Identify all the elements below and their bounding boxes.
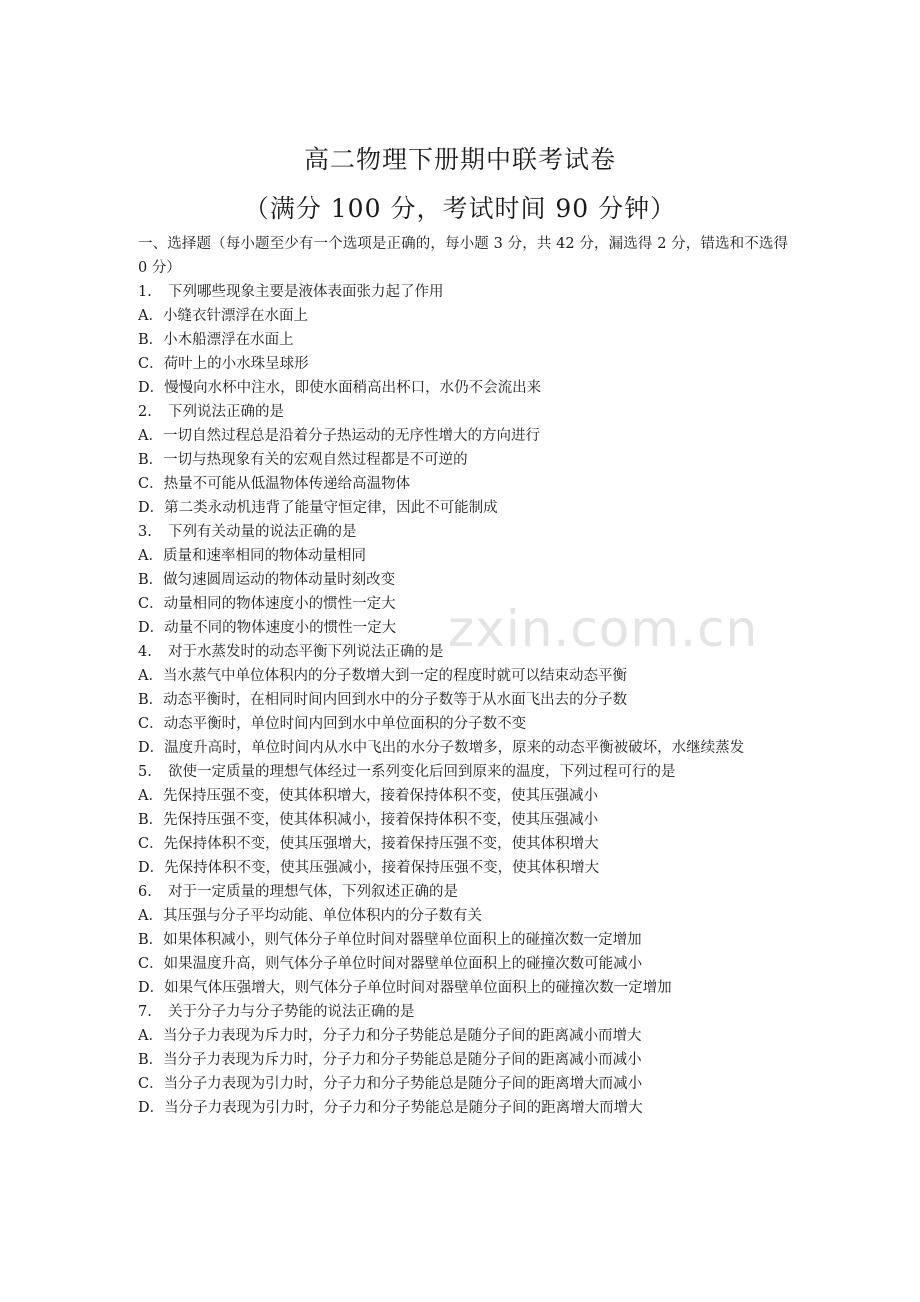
- page-title: 高二物理下册期中联考试卷: [303, 145, 616, 174]
- option-b: B．动态平衡时，在相同时间内回到水中的分子数等于从水面飞出去的分子数: [138, 692, 628, 708]
- question-number: 3.: [138, 524, 152, 540]
- option-a: A．质量和速率相同的物体动量相同: [138, 548, 366, 564]
- question-3: [138, 520, 788, 640]
- option-d: D．第二类永动机违背了能量守恒定律，因此不可能制成: [138, 500, 498, 516]
- question-number: 5.: [138, 764, 152, 780]
- watermark: zxin.com.cn: [448, 600, 759, 658]
- option-b: B．先保持压强不变，使其体积减小，接着保持体积不变，使其压强减小: [138, 812, 599, 828]
- section-heading: 一、选择题（每小题至少有一个选项是正确的，每小题 3 分，共 42 分，漏选得 2 分，错选和不选得 0 分）: [138, 236, 788, 276]
- question-number: 4.: [138, 644, 152, 660]
- question-stem: [138, 1000, 788, 1024]
- question-text: 下列说法正确的是: [168, 404, 284, 420]
- question-number: 1.: [138, 284, 152, 300]
- question-number: 7.: [138, 1004, 152, 1020]
- option-d: D．先保持体积不变，使其压强减小，接着保持压强不变，使其体积增大: [138, 860, 600, 876]
- exam-content: [138, 232, 788, 1120]
- option-c: C．热量不可能从低温物体传递给高温物体: [138, 476, 411, 492]
- question-stem: [138, 520, 788, 544]
- option-c: C．动态平衡时，单位时间内回到水中单位面积的分子数不变: [138, 716, 527, 732]
- page-subtitle: （满分 100 分，考试时间 90 分钟）: [243, 194, 677, 223]
- option-c: C．如果温度升高，则气体分子单位时间对器壁单位面积上的碰撞次数可能减小: [138, 956, 643, 972]
- question-stem: [138, 760, 788, 784]
- option-a: A．一切自然过程总是沿着分子热运动的无序性增大的方向进行: [138, 428, 540, 444]
- option-d: D．温度升高时，单位时间内从水中飞出的水分子数增多，原来的动态平衡被破坏，水继续蒸发: [138, 740, 745, 756]
- question-stem: [138, 280, 788, 304]
- option-a: A．当水蒸气中单位体积内的分子数增大到一定的程度时就可以结束动态平衡: [138, 668, 627, 684]
- question-stem: [138, 400, 788, 424]
- option-c: C．先保持体积不变，使其压强增大，接着保持压强不变，使其体积增大: [138, 836, 599, 852]
- option-a: A．其压强与分子平均动能、单位体积内的分子数有关: [138, 908, 482, 924]
- question-text: 欲使一定质量的理想气体经过一系列变化后回到原来的温度，下列过程可行的是: [168, 764, 676, 780]
- question-text: 对于一定质量的理想气体，下列叙述正确的是: [168, 884, 458, 900]
- question-text: 关于分子力与分子势能的说法正确的是: [168, 1004, 415, 1020]
- option-d: D．慢慢向水杯中注水，即使水面稍高出杯口，水仍不会流出来: [138, 380, 542, 396]
- question-stem: [138, 640, 788, 664]
- option-b: B．做匀速圆周运动的物体动量时刻改变: [138, 572, 396, 588]
- question-4: [138, 640, 788, 760]
- option-b: B．如果体积减小，则气体分子单位时间对器壁单位面积上的碰撞次数一定增加: [138, 932, 642, 948]
- question-number: 2.: [138, 404, 152, 420]
- option-a: A．先保持压强不变，使其体积增大，接着保持体积不变，使其压强减小: [138, 788, 598, 804]
- question-text: 下列有关动量的说法正确的是: [168, 524, 357, 540]
- question-5: [138, 760, 788, 880]
- option-c: C．当分子力表现为引力时，分子力和分子势能总是随分子间的距离增大而减小: [138, 1076, 643, 1092]
- option-a: A．小缝衣针漂浮在水面上: [138, 308, 308, 324]
- option-d: D．动量不同的物体速度小的惯性一定大: [138, 620, 397, 636]
- question-1: [138, 280, 788, 400]
- option-d: D．如果气体压强增大，则气体分子单位时间对器壁单位面积上的碰撞次数一定增加: [138, 980, 672, 996]
- option-a: A．当分子力表现为斥力时，分子力和分子势能总是随分子间的距离减小而增大: [138, 1028, 642, 1044]
- option-c: C．动量相同的物体速度小的惯性一定大: [138, 596, 396, 612]
- question-text: 对于水蒸发时的动态平衡下列说法正确的是: [168, 644, 444, 660]
- option-b: B．当分子力表现为斥力时，分子力和分子势能总是随分子间的距离减小而减小: [138, 1052, 642, 1068]
- question-6: [138, 880, 788, 1000]
- option-b: B．一切与热现象有关的宏观自然过程都是不可逆的: [138, 452, 468, 468]
- option-c: C．荷叶上的小水珠呈球形: [138, 356, 309, 372]
- question-7: [138, 1000, 788, 1120]
- question-2: [138, 400, 788, 520]
- question-stem: [138, 880, 788, 904]
- option-d: D．当分子力表现为引力时，分子力和分子势能总是随分子间的距离增大而增大: [138, 1100, 643, 1116]
- question-text: 下列哪些现象主要是液体表面张力起了作用: [168, 284, 444, 300]
- question-number: 6.: [138, 884, 152, 900]
- option-b: B．小木船漂浮在水面上: [138, 332, 294, 348]
